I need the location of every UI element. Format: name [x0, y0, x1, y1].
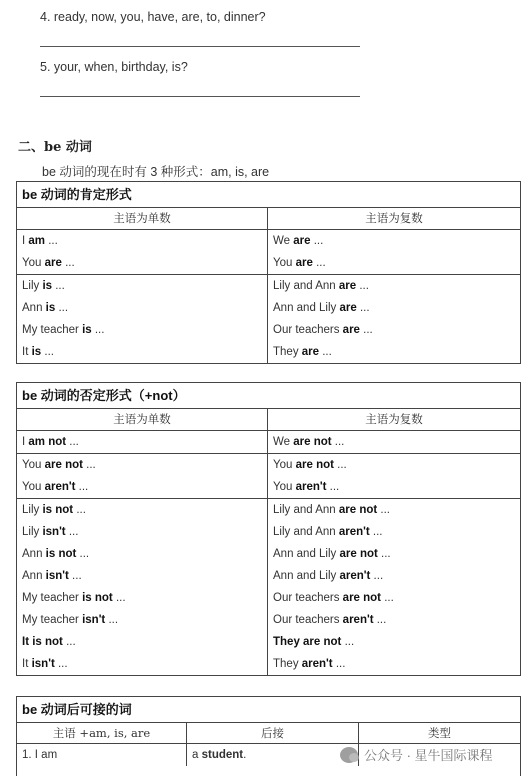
table-row — [17, 653, 520, 675]
header-plural: 主语为复数 — [365, 211, 423, 225]
cell-plural: Lily and Ann are not ... — [273, 504, 390, 516]
cell-singular: Lily is not ... — [17, 499, 268, 521]
table-row — [17, 297, 520, 319]
table-row — [17, 454, 520, 476]
table-body — [17, 230, 520, 363]
watermark — [340, 745, 493, 764]
table-header — [17, 409, 520, 431]
row-group — [17, 454, 520, 499]
cell-singular: Lily isn't ... — [17, 521, 268, 543]
cell-plural: They are ... — [273, 346, 332, 358]
table-header — [17, 723, 520, 744]
cell-singular: I am not ... — [17, 431, 268, 453]
cell-plural: Ann and Lily are not ... — [273, 548, 391, 560]
table-row — [17, 609, 520, 631]
cell-singular: You aren't ... — [17, 476, 268, 498]
cell-plural: Ann and Lily aren't ... — [273, 570, 384, 582]
section-title: 二、be 动词 — [18, 140, 92, 155]
cell-plural: Our teachers aren't ... — [273, 614, 387, 626]
cell-plural: They are not ... — [273, 636, 355, 648]
table-row — [17, 341, 520, 363]
table-row — [17, 521, 520, 543]
table-row — [17, 565, 520, 587]
cell-plural: Lily and Ann aren't ... — [273, 526, 383, 538]
cell-singular: It isn't ... — [17, 653, 268, 675]
cell-plural: Our teachers are not ... — [273, 592, 394, 604]
table-row — [17, 230, 520, 252]
table-row — [17, 275, 520, 297]
cell-singular: My teacher is not ... — [17, 587, 268, 609]
table-title: be 动词后可接的词 — [17, 697, 520, 723]
cell-singular: You are ... — [17, 252, 268, 274]
cell-plural: We are not ... — [273, 436, 345, 448]
header-plural: 主语为复数 — [365, 412, 423, 426]
affirmative-table — [16, 181, 521, 364]
cell-plural: Our teachers are ... — [273, 324, 373, 336]
table-row — [17, 631, 520, 653]
cell-singular: Ann is ... — [17, 297, 268, 319]
row-group — [17, 275, 520, 363]
cell-singular: It is ... — [17, 341, 268, 363]
cell-singular: My teacher is ... — [17, 319, 268, 341]
exercise-4: 4. ready, now, you, have, are, to, dinner? — [40, 10, 266, 24]
table-row — [17, 587, 520, 609]
cell-singular: My teacher isn't ... — [17, 609, 268, 631]
table-row — [17, 499, 520, 521]
cell-plural: You are not ... — [273, 459, 347, 471]
wechat-icon — [340, 747, 358, 763]
table-body — [17, 431, 520, 675]
cell-singular: I am ... — [17, 230, 268, 252]
cell-singular: Ann isn't ... — [17, 565, 268, 587]
header-type: 类型 — [428, 726, 451, 740]
answer-line-4[interactable] — [40, 46, 360, 47]
negative-table — [16, 382, 521, 676]
followers-table — [16, 696, 521, 776]
table-header — [17, 208, 520, 230]
watermark-text: 公众号 · 星牛国际课程 — [364, 748, 493, 763]
exercise-5: 5. your, when, birthday, is? — [40, 60, 188, 74]
table-row — [17, 431, 520, 453]
cell-singular: Ann is not ... — [17, 543, 268, 565]
table-row — [17, 252, 520, 274]
table-row — [17, 319, 520, 341]
cell-singular: It is not ... — [17, 631, 268, 653]
section-intro: be 动词的现在时有 3 种形式：am, is, are — [42, 165, 270, 179]
row-group — [17, 499, 520, 675]
table-title: be 动词的肯定形式 — [17, 182, 520, 208]
cell-plural: We are ... — [273, 235, 324, 247]
answer-line-5[interactable] — [40, 96, 360, 97]
table-row — [17, 543, 520, 565]
cell-plural: You aren't ... — [273, 481, 340, 493]
cell-singular: You are not ... — [17, 454, 268, 476]
cell-plural: Lily and Ann are ... — [273, 280, 369, 292]
cell-after: a student. — [187, 744, 359, 766]
table-row — [17, 476, 520, 498]
cell-plural: Ann and Lily are ... — [273, 302, 370, 314]
cell-subject: 1. I am — [17, 744, 187, 766]
header-singular: 主语为单数 — [17, 208, 268, 229]
table-title: be 动词的否定形式（+not） — [17, 383, 520, 409]
cell-plural: You are ... — [273, 257, 326, 269]
row-group — [17, 230, 520, 275]
header-singular: 主语为单数 — [17, 409, 268, 430]
header-after: 后接 — [187, 723, 359, 743]
header-subject: 主语 +am, is, are — [17, 723, 187, 743]
cell-plural: They aren't ... — [273, 658, 346, 670]
row-group — [17, 431, 520, 454]
cell-singular: Lily is ... — [17, 275, 268, 297]
